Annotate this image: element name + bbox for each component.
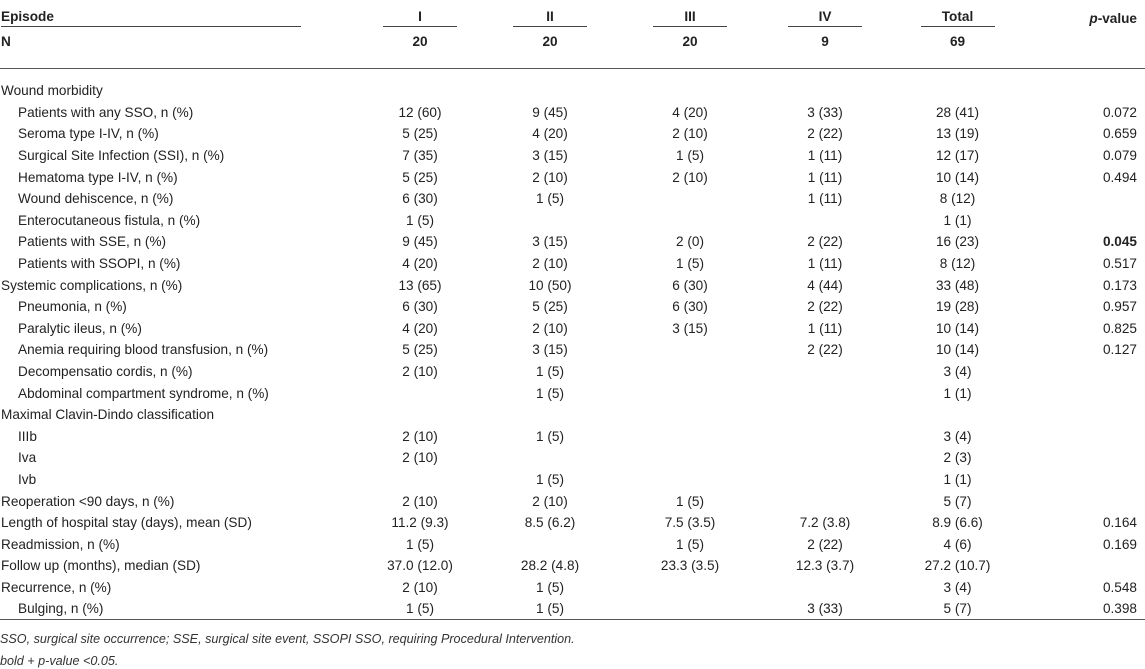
table-row bbox=[0, 80, 1145, 102]
n-value-III: 20 bbox=[682, 34, 698, 49]
cell-value: 11.2 (9.3) bbox=[391, 515, 449, 531]
cell-value: 2 (22) bbox=[807, 126, 843, 142]
cell-value: 8.9 (6.6) bbox=[932, 515, 983, 531]
cell-value: 1 (5) bbox=[406, 212, 434, 228]
cell-value: 5 (25) bbox=[402, 126, 438, 142]
row-label: Enterocutaneous fistula, n (%) bbox=[18, 212, 201, 228]
cell-value: 7.5 (3.5) bbox=[664, 515, 716, 531]
n-value-I: 20 bbox=[412, 34, 428, 49]
row-label: Surgical Site Infection (SSI), n (%) bbox=[18, 148, 225, 164]
cell-value bbox=[760, 80, 890, 102]
cell-value: 10 (50) bbox=[528, 277, 572, 293]
cell-value: 4 (20) bbox=[672, 104, 708, 120]
cell-value bbox=[480, 447, 620, 469]
cell-value: 3 (33) bbox=[807, 601, 843, 617]
cell-value: 3 (15) bbox=[672, 320, 708, 336]
cell-value: 1 (5) bbox=[676, 536, 704, 552]
table-row bbox=[0, 382, 1145, 404]
footnote-significance: bold + p-value <0.05. bbox=[0, 654, 119, 668]
p-value: 0.517 bbox=[1102, 256, 1137, 272]
cell-value bbox=[360, 469, 480, 491]
p-value: 0.169 bbox=[1102, 536, 1137, 552]
cell-value: 3 (4) bbox=[943, 364, 972, 380]
cell-value: 2 (22) bbox=[807, 234, 843, 250]
cell-value: 13 (65) bbox=[398, 277, 442, 293]
cell-value: 6 (30) bbox=[672, 299, 708, 315]
table-row bbox=[0, 102, 1145, 124]
cell-value: 10 (14) bbox=[935, 342, 980, 358]
cell-value: 1 (5) bbox=[536, 471, 564, 487]
cell-value: 3 (4) bbox=[943, 428, 972, 444]
cell-value: 1 (11) bbox=[807, 256, 843, 272]
col-header-II: II bbox=[480, 0, 620, 30]
p-value bbox=[1025, 404, 1145, 426]
cell-value bbox=[620, 210, 760, 232]
cell-value: 23.3 (3.5) bbox=[660, 558, 720, 574]
footnote-abbreviations: SSO, surgical site occurrence; SSE, surgical site event, SSOPI SSO, requiring Procedural Intervention. bbox=[0, 632, 575, 646]
table-row bbox=[0, 598, 1145, 620]
table-row bbox=[0, 447, 1145, 469]
cell-value bbox=[760, 577, 890, 599]
cell-value: 1 (1) bbox=[943, 471, 972, 487]
cell-value bbox=[890, 404, 1025, 426]
cell-value bbox=[480, 210, 620, 232]
cell-value: 7.2 (3.8) bbox=[799, 515, 851, 531]
cell-value bbox=[360, 404, 480, 426]
p-value bbox=[1025, 361, 1145, 383]
cell-value: 2 (22) bbox=[807, 342, 843, 358]
cell-value: 6 (30) bbox=[402, 191, 438, 207]
cell-value bbox=[620, 80, 760, 102]
row-label: Pneumonia, n (%) bbox=[18, 299, 127, 315]
cell-value: 1 (5) bbox=[536, 428, 564, 444]
row-label: IIIb bbox=[18, 428, 37, 444]
cell-value: 10 (14) bbox=[935, 169, 980, 185]
cell-value bbox=[620, 447, 760, 469]
cell-value: 1 (5) bbox=[406, 536, 434, 552]
p-value bbox=[1025, 80, 1145, 102]
cell-value: 2 (10) bbox=[532, 320, 568, 336]
p-value: 0.173 bbox=[1102, 277, 1137, 293]
table-row bbox=[0, 166, 1145, 188]
cell-value: 4 (6) bbox=[943, 536, 972, 552]
cell-value: 6 (30) bbox=[402, 299, 438, 315]
cell-value: 4 (44) bbox=[807, 277, 843, 293]
table-row bbox=[0, 339, 1145, 361]
cell-value: 2 (3) bbox=[943, 450, 972, 466]
p-value: 0.659 bbox=[1102, 126, 1137, 142]
cell-value bbox=[620, 404, 760, 426]
p-value: 0.957 bbox=[1102, 299, 1137, 315]
cell-value bbox=[620, 598, 760, 620]
cell-value bbox=[760, 361, 890, 383]
col-header-I: I bbox=[360, 0, 480, 30]
cell-value: 3 (4) bbox=[943, 579, 972, 595]
cell-value bbox=[360, 80, 480, 102]
row-label: Patients with any SSO, n (%) bbox=[18, 104, 194, 120]
row-label: Wound dehiscence, n (%) bbox=[18, 191, 174, 207]
header-row bbox=[0, 0, 1145, 30]
cell-value: 2 (10) bbox=[402, 493, 438, 509]
cell-value: 13 (19) bbox=[935, 126, 980, 142]
cell-value: 2 (10) bbox=[672, 169, 708, 185]
cell-value: 1 (1) bbox=[943, 212, 972, 228]
row-label: Paralytic ileus, n (%) bbox=[18, 320, 142, 336]
cell-value: 19 (28) bbox=[935, 299, 980, 315]
cell-value bbox=[760, 404, 890, 426]
cell-value: 2 (10) bbox=[402, 450, 438, 466]
row-label: Maximal Clavin-Dindo classification bbox=[1, 407, 215, 423]
row-label: Length of hospital stay (days), mean (SD) bbox=[1, 515, 252, 531]
cell-value: 1 (1) bbox=[943, 385, 972, 401]
cell-value: 4 (20) bbox=[402, 320, 438, 336]
row-label: Seroma type I-IV, n (%) bbox=[18, 126, 159, 142]
cell-value bbox=[760, 490, 890, 512]
cell-value: 12 (17) bbox=[935, 148, 980, 164]
cell-value bbox=[760, 469, 890, 491]
cell-value: 2 (10) bbox=[402, 364, 438, 380]
cell-value: 3 (33) bbox=[807, 104, 843, 120]
cell-value: 33 (48) bbox=[935, 277, 980, 293]
row-label: Bulging, n (%) bbox=[18, 601, 104, 617]
n-label: N bbox=[1, 34, 11, 49]
cell-value: 4 (20) bbox=[402, 256, 438, 272]
p-value: 0.072 bbox=[1102, 104, 1137, 120]
table-row bbox=[0, 274, 1145, 296]
cell-value bbox=[760, 447, 890, 469]
n-value-IV: 9 bbox=[821, 34, 829, 49]
cell-value: 10 (14) bbox=[935, 320, 980, 336]
cell-value bbox=[620, 382, 760, 404]
p-value: 0.825 bbox=[1102, 320, 1137, 336]
cell-value: 12 (60) bbox=[398, 104, 442, 120]
cell-value bbox=[760, 382, 890, 404]
cell-value: 8.5 (6.2) bbox=[524, 515, 576, 531]
col-header-total: Total bbox=[890, 0, 1025, 30]
cell-value: 9 (45) bbox=[402, 234, 438, 250]
p-value: 0.494 bbox=[1102, 169, 1137, 185]
cell-value: 37.0 (12.0) bbox=[387, 558, 453, 574]
pvalue-header: p-value bbox=[1089, 10, 1137, 26]
cell-value bbox=[620, 188, 760, 210]
n-row bbox=[0, 30, 1145, 69]
p-value bbox=[1025, 382, 1145, 404]
row-label: Wound morbidity bbox=[1, 83, 103, 99]
cell-value: 28.2 (4.8) bbox=[520, 558, 580, 574]
table-row bbox=[0, 253, 1145, 275]
cell-value bbox=[760, 210, 890, 232]
table-row bbox=[0, 145, 1145, 167]
cell-value bbox=[360, 382, 480, 404]
cell-value: 1 (5) bbox=[536, 579, 564, 595]
cell-value: 1 (5) bbox=[406, 601, 434, 617]
cell-value: 2 (10) bbox=[672, 126, 708, 142]
cell-value: 2 (10) bbox=[532, 493, 568, 509]
cell-value: 2 (0) bbox=[676, 234, 704, 250]
row-label: Patients with SSOPI, n (%) bbox=[18, 256, 181, 272]
cell-value: 1 (5) bbox=[676, 148, 704, 164]
cell-value: 1 (11) bbox=[807, 148, 843, 164]
table-row bbox=[0, 188, 1145, 210]
cell-value: 2 (22) bbox=[807, 536, 843, 552]
cell-value: 3 (15) bbox=[532, 148, 568, 164]
cell-value: 3 (15) bbox=[532, 342, 568, 358]
cell-value: 4 (20) bbox=[532, 126, 568, 142]
table-row bbox=[0, 296, 1145, 318]
cell-value: 5 (7) bbox=[943, 493, 972, 509]
cell-value: 1 (5) bbox=[536, 601, 564, 617]
cell-value: 28 (41) bbox=[935, 104, 980, 120]
p-value bbox=[1025, 469, 1145, 491]
table-row bbox=[0, 123, 1145, 145]
cell-value: 3 (15) bbox=[532, 234, 568, 250]
table-row bbox=[0, 469, 1145, 491]
table-row bbox=[0, 512, 1145, 534]
table-row bbox=[0, 361, 1145, 383]
col-header-III: III bbox=[620, 0, 760, 30]
col-header-IV: IV bbox=[760, 0, 890, 30]
row-label: Anemia requiring blood transfusion, n (%) bbox=[18, 342, 269, 358]
cell-value: 1 (5) bbox=[536, 385, 564, 401]
row-label: Follow up (months), median (SD) bbox=[1, 558, 201, 574]
row-label: Systemic complications, n (%) bbox=[1, 277, 183, 293]
cell-value: 12.3 (3.7) bbox=[795, 558, 855, 574]
cell-value: 8 (12) bbox=[939, 256, 976, 272]
cell-value: 2 (10) bbox=[402, 428, 438, 444]
cell-value: 9 (45) bbox=[532, 104, 568, 120]
table-row bbox=[0, 231, 1145, 253]
cell-value: 1 (5) bbox=[676, 256, 704, 272]
row-label: Reoperation <90 days, n (%) bbox=[1, 493, 175, 509]
cell-value bbox=[620, 469, 760, 491]
cell-value: 5 (25) bbox=[402, 169, 438, 185]
row-label: Ivb bbox=[18, 471, 37, 487]
cell-value: 5 (25) bbox=[532, 299, 568, 315]
cell-value: 1 (5) bbox=[676, 493, 704, 509]
p-value bbox=[1025, 555, 1145, 577]
table-row bbox=[0, 533, 1145, 555]
p-value: 0.398 bbox=[1102, 601, 1137, 617]
n-value-total: 69 bbox=[949, 34, 966, 49]
p-value: 0.164 bbox=[1102, 515, 1137, 531]
cell-value bbox=[620, 361, 760, 383]
row-label: Readmission, n (%) bbox=[1, 536, 120, 552]
table-row bbox=[0, 210, 1145, 232]
cell-value bbox=[480, 80, 620, 102]
table-row bbox=[0, 490, 1145, 512]
cell-value: 6 (30) bbox=[672, 277, 708, 293]
p-value bbox=[1025, 426, 1145, 448]
p-value: 0.548 bbox=[1102, 579, 1137, 595]
row-label: Abdominal compartment syndrome, n (%) bbox=[18, 385, 269, 401]
cell-value: 2 (22) bbox=[807, 299, 843, 315]
row-label: Patients with SSE, n (%) bbox=[18, 234, 167, 250]
cell-value: 2 (10) bbox=[532, 169, 568, 185]
cell-value bbox=[480, 533, 620, 555]
cell-value bbox=[620, 426, 760, 448]
cell-value bbox=[760, 426, 890, 448]
p-value: 0.045 bbox=[1102, 234, 1137, 250]
table-row bbox=[0, 404, 1145, 426]
cell-value bbox=[620, 577, 760, 599]
episode-header: Episode bbox=[0, 0, 360, 30]
row-label: Recurrence, n (%) bbox=[1, 579, 112, 595]
cell-value: 1 (11) bbox=[807, 191, 843, 207]
cell-value: 8 (12) bbox=[939, 191, 976, 207]
cell-value bbox=[480, 404, 620, 426]
p-value bbox=[1025, 210, 1145, 232]
p-value: 0.079 bbox=[1102, 148, 1137, 164]
row-label: Hematoma type I-IV, n (%) bbox=[18, 169, 178, 185]
cell-value: 5 (25) bbox=[402, 342, 438, 358]
n-value-II: 20 bbox=[542, 34, 558, 49]
table-row bbox=[0, 426, 1145, 448]
cell-value: 1 (11) bbox=[807, 320, 843, 336]
p-value: 0.127 bbox=[1102, 342, 1137, 358]
cell-value: 2 (10) bbox=[402, 579, 438, 595]
cell-value: 5 (7) bbox=[943, 601, 972, 617]
cell-value: 2 (10) bbox=[532, 256, 568, 272]
cell-value: 1 (5) bbox=[536, 191, 564, 207]
table-row bbox=[0, 318, 1145, 340]
p-value bbox=[1025, 490, 1145, 512]
cell-value: 1 (5) bbox=[536, 364, 564, 380]
cell-value: 16 (23) bbox=[935, 234, 980, 250]
cell-value: 7 (35) bbox=[402, 148, 438, 164]
row-label: Decompensatio cordis, n (%) bbox=[18, 364, 193, 380]
cell-value bbox=[890, 80, 1025, 102]
p-value bbox=[1025, 188, 1145, 210]
row-label: Iva bbox=[18, 450, 37, 466]
table-row bbox=[0, 577, 1145, 599]
cell-value: 1 (11) bbox=[807, 169, 843, 185]
p-value bbox=[1025, 447, 1145, 469]
cell-value: 27.2 (10.7) bbox=[924, 558, 991, 574]
cell-value bbox=[620, 339, 760, 361]
table-row bbox=[0, 555, 1145, 577]
